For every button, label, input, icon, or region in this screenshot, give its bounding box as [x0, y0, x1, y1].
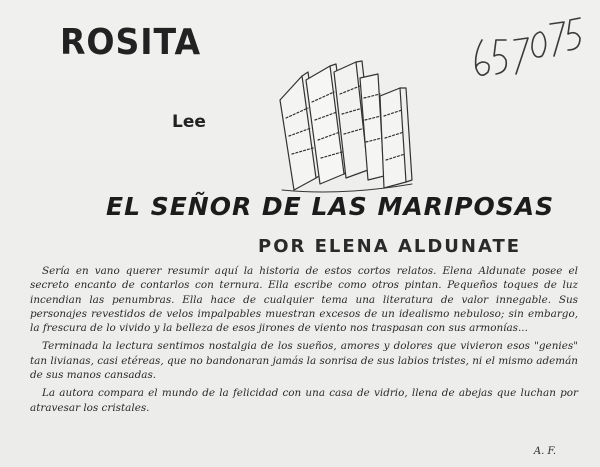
article-paragraph: Sería en vano querer resumir aquí la historia de estos cortos relatos. Elena Aldunate posee el secreto encanto de contarlos con ternura. Ella escribe como otros pintan. Pequeños toques de luz incendian las penumbras. Ella hace de cualquier tema una literatura de valor innegable. Sus personajes revestidos de velos impalpables muestran excesos de un idealismo nebuloso; sin embargo, la frescura de lo vivido y la belleza de esos jirones de viento nos traspasan con sus armonías...: [30, 265, 578, 335]
article-paragraph: La autora compara el mundo de la felicidad con una casa de vidrio, llena de abejas que luchan por atravesar los cristales.: [30, 387, 578, 414]
handwritten-number: [468, 10, 586, 90]
article-paragraph: Terminada la lectura sentimos nostalgia de los sueños, amores y dolores que vivieron esos "genies" tan livianas, casi etéreas, que no bandonaran jamás la sonrisa de sus labios tristes, ni el mismo ademán de sus manos cansadas.: [30, 340, 578, 382]
article-title: EL SEÑOR DE LAS MARIPOSAS: [106, 192, 555, 221]
column-author: ROSITA: [60, 22, 202, 63]
article-body: [30, 264, 578, 415]
article-byline: POR ELENA ALDUNATE: [258, 236, 522, 257]
books-icon: [272, 58, 414, 194]
column-verb: Lee: [172, 112, 206, 132]
article-signature: A. F.: [533, 446, 556, 457]
